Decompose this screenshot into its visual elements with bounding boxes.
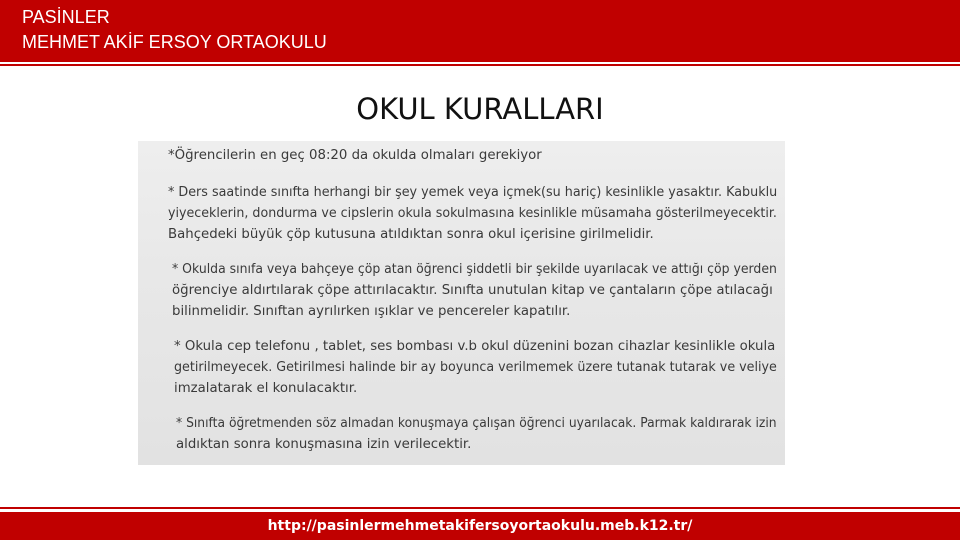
rules-photo <box>138 141 785 465</box>
rule-line: * Okula cep telefonu , tablet, ses bombası v.b okul düzenini bozan cihazlar kesinlikle okula <box>174 339 776 354</box>
rule-line: * Sınıfta öğretmenden söz almadan konuşmaya çalışan öğrenci uyarılacak. Parmak kaldırarak izin <box>176 416 777 431</box>
rule-line: aldıktan sonra konuşmasına izin verilecektir. <box>176 437 472 452</box>
header-divider <box>0 64 960 66</box>
school-name-line1: PASİNLER <box>22 7 110 27</box>
school-url-link[interactable]: http://pasinlermehmetakifersoyortaokulu.meb.k12.tr/ <box>267 518 693 534</box>
page-title: OKUL KURALLARI <box>356 92 604 126</box>
rule-line: Bahçedeki büyük çöp kutusuna atıldıktan sonra okul içerisine girilmelidir. <box>168 227 654 242</box>
header-banner <box>0 0 960 62</box>
rule-line: * Okulda sınıfa veya bahçeye çöp atan öğrenci şiddetli bir şekilde uyarılacak ve attığı çöp yerden <box>172 262 777 277</box>
rule-line: bilinmelidir. Sınıftan ayrılırken ışıklar ve pencereler kapatılır. <box>172 304 571 319</box>
rule-line: öğrenciye aldırtılarak çöpe attırılacaktır. Sınıfta unutulan kitap ve çantaların çöpe atılacağı <box>172 283 773 298</box>
footer-divider <box>0 507 960 509</box>
footer-banner <box>0 512 960 540</box>
rule-line: yiyeceklerin, dondurma ve cipslerin okula sokulmasına kesinlikle müsamaha gösterilmeyecektir. <box>168 206 777 221</box>
school-name-line2: MEHMET AKİF ERSOY ORTAOKULU <box>22 32 327 52</box>
rule-line: * Ders saatinde sınıfta herhangi bir şey yemek veya içmek(su hariç) kesinlikle yasaktır. Kabuklu <box>168 185 778 200</box>
rule-line: imzalatarak el konulacaktır. <box>174 381 358 396</box>
rule-line: getirilmeyecek. Getirilmesi halinde bir ay boyunca verilmemek üzere tutanak tutarak ve veliye <box>174 360 777 375</box>
rule-line: *Öğrencilerin en geç 08:20 da okulda olmaları gerekiyor <box>168 148 542 163</box>
